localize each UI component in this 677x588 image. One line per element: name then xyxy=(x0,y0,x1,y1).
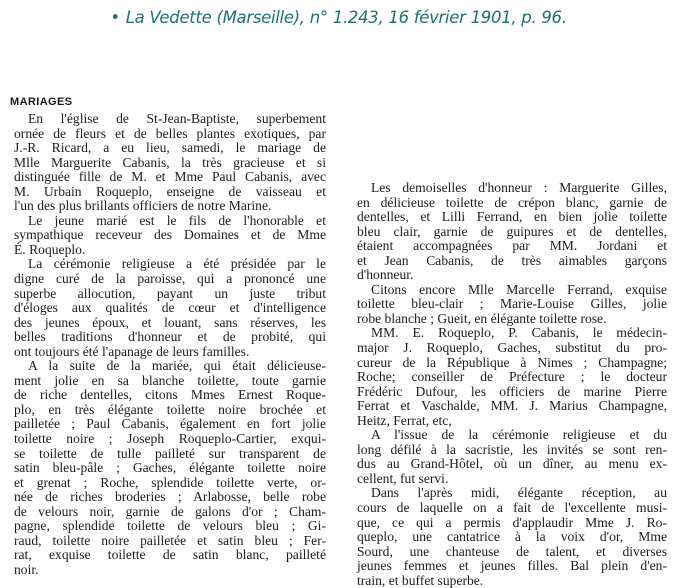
text-line: de velours noir, garnie de galons d'or ; Cham- xyxy=(14,503,326,519)
text-line: raud, toilette noire pailletée et satin bleu ; Fer- xyxy=(14,532,326,548)
text-line: long défilé à la sacristie, les invités se sont ren- xyxy=(357,441,667,457)
text-line: en délicieuse toilette de crépon blanc, garnie de xyxy=(357,194,667,210)
text-line: Dans l'après midi, élégante réception, au xyxy=(371,485,667,501)
text-line: plo, en très élégante toilette noire brochée et xyxy=(14,401,326,417)
text-line: Sourd, une chanteuse de talent, et diverses xyxy=(357,543,667,559)
source-caption xyxy=(0,8,677,27)
text-line: pagne, splendide toilette de velours bleu ; Gi- xyxy=(14,518,326,534)
text-line: étaient accompagnées par MM. Jordani et xyxy=(357,238,667,254)
caption-text: La Vedette (Marseille), n° 1.243, 16 février 1901, p. 96. xyxy=(125,8,567,27)
text-line: de riche dentelles, citons Mmes Ernest Roque- xyxy=(14,387,326,403)
text-line: La cérémonie religieuse a été présidée par le xyxy=(28,256,326,272)
text-line: MM. E. Roqueplo, P. Cabanis, le médecin- xyxy=(371,325,667,341)
text-line: l'un des plus brillants officiers de notre Marine. xyxy=(14,198,272,214)
text-line: Ferrat et Vaschalde, MM. J. Marius Champagne, xyxy=(357,398,667,414)
text-line: Les demoiselles d'honneur : Marguerite Gilles, xyxy=(371,180,667,195)
text-line: Frédéric Dufour, les officiers de marine Pierre xyxy=(357,383,667,399)
bullet-icon: • xyxy=(110,8,120,27)
text-line: cours de laquelle on a fait de l'excellente musi- xyxy=(357,500,667,516)
text-line: J.-R. Ricard, a eu lieu, samedi, le mariage de xyxy=(14,140,326,156)
text-line: train, et buffet superbe. xyxy=(357,572,484,588)
text-line: cellent, fut servi. xyxy=(357,470,449,486)
text-line: É. Roqueplo. xyxy=(14,241,86,257)
text-line: cureur de la République à Nimes ; Champagne; xyxy=(357,354,667,370)
text-line: d'honneur. xyxy=(357,267,414,283)
text-line: digne curé de la paroisse, qui a prononcé une xyxy=(14,271,326,287)
text-line: Heitz, Ferrat, etc, xyxy=(357,412,452,428)
text-line: se toilette de tulle pailleté sur transparent de xyxy=(14,445,326,461)
text-line: distinguée fille de M. et Mme Paul Cabanis, avec xyxy=(14,169,326,185)
text-line: dentelles, et Lilli Ferrand, en bien jolie toilette xyxy=(357,209,667,225)
text-line: toilette bleu-clair ; Marie-Louise Gilles, jolie xyxy=(357,296,667,312)
text-line: superbe allocution, payant un juste tribut xyxy=(14,285,326,301)
left-column xyxy=(14,112,326,578)
text-line: Mlle Marguerite Cabanis, la très gracieuse et si xyxy=(14,154,326,170)
text-line: d'éloges aux qualités de cœur et d'intelligence xyxy=(14,300,326,316)
text-line: née de riches broderies ; Arlabosse, belle robe xyxy=(14,489,326,505)
text-line: satin bleu-pâle ; Gaches, élégante toilette noire xyxy=(14,460,326,476)
text-line: ont toujours été l'apanage de leurs familles. xyxy=(14,343,250,359)
text-line: rat, exquise toilette de satin blanc, pailleté xyxy=(14,547,326,563)
text-line: En l'église de St-Jean-Baptiste, superbement xyxy=(28,111,326,126)
text-line: major J. Roqueplo, Gaches, substitut du pro- xyxy=(357,340,667,356)
article-heading: MARIAGES xyxy=(10,96,73,108)
text-line: jeunes femmes et jeunes filles. Bal plein d'en- xyxy=(357,558,667,574)
text-line: Citons encore Mlle Marcelle Ferrand, exquise xyxy=(371,281,667,297)
text-line: ornée de fleurs et de belles plantes exotiques, par xyxy=(14,125,326,141)
text-line: que, ce qui a permis d'applaudir Mme J. Ro- xyxy=(357,514,667,530)
text-line: dus au Grand-Hôtel, où un dîner, au menu ex- xyxy=(357,456,667,472)
text-line: et Jean Cabanis, de très aimables garçons xyxy=(357,252,667,268)
text-line: bleu clair, garnie de guipures et de dentelles, xyxy=(357,223,667,239)
text-line: ment jolie en sa blanche toilette, toute garnie xyxy=(14,372,326,388)
text-line: et grenat ; Roche, splendide toilette verte, or- xyxy=(14,474,326,490)
text-line: Roche; conseiller de Préfecture ; le docteur xyxy=(357,369,667,385)
text-line: des jeunes époux, et louant, sans réserves, les xyxy=(14,314,326,330)
text-line: robe blanche ; Gueit, en élégante toilette rose. xyxy=(357,310,607,326)
text-line: belles traditions d'honneur et de probité, qui xyxy=(14,329,326,345)
text-line: queplo, une cantatrice à la voix d'or, Mme xyxy=(357,529,667,545)
text-line: A la suite de la mariée, qui était délicieuse- xyxy=(28,358,326,374)
text-line: Le jeune marié est le fils de l'honorable et xyxy=(28,212,326,228)
right-column xyxy=(357,181,667,588)
text-line: sympathique receveur des Domaines et de Mme xyxy=(14,227,326,243)
text-line: toilette noire ; Joseph Roqueplo-Cartier, exqui- xyxy=(14,431,326,447)
text-line: M. Urbain Roqueplo, enseigne de vaisseau et xyxy=(14,183,326,199)
text-line: noir. xyxy=(14,561,39,577)
text-line: pailletée ; Paul Cabanis, également en fort jolie xyxy=(14,416,326,432)
text-line: A l'issue de la cérémonie religieuse et du xyxy=(371,427,667,443)
